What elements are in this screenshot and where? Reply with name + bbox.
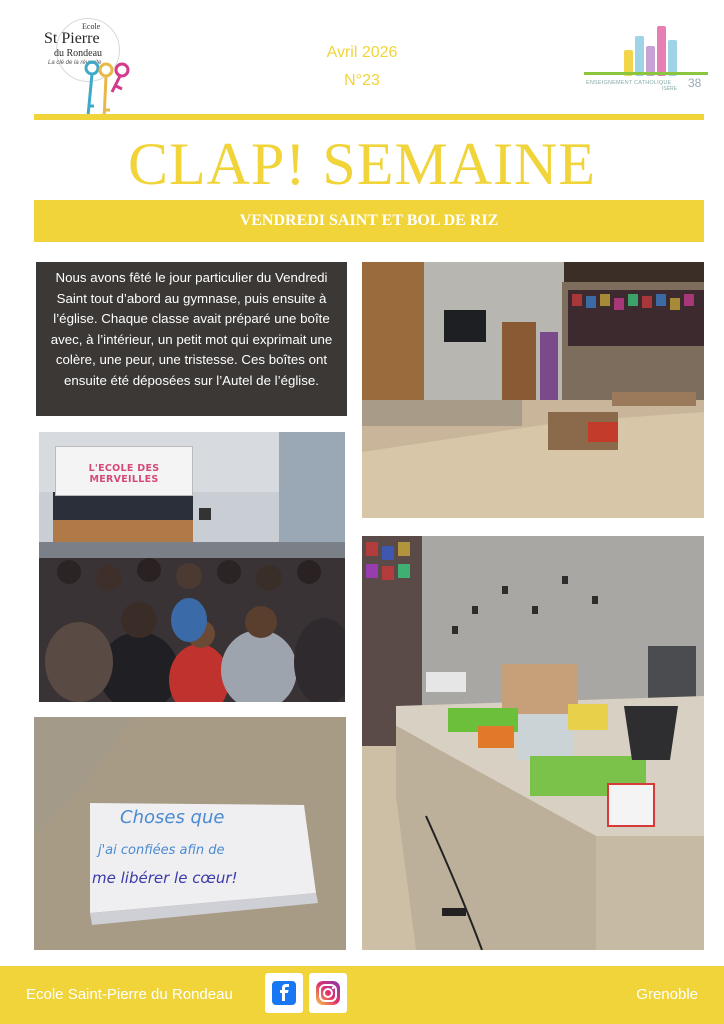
facebook-link[interactable] <box>265 973 303 1013</box>
footer-city: Grenoble <box>636 986 698 1003</box>
facebook-icon <box>265 973 303 1013</box>
box-note-line2: j'ai confiées afin de <box>98 843 225 858</box>
logo-right-text: ENSEIGNEMENT CATHOLIQUE <box>586 80 672 86</box>
box-note-line3: me libérer le cœur! <box>92 869 238 887</box>
logo-name-line2: du Rondeau <box>54 48 103 59</box>
photo-altar-boxes <box>362 536 704 950</box>
school-logo <box>36 18 136 108</box>
top-rule <box>34 114 704 120</box>
logo-right-number: 38 <box>688 76 702 90</box>
section-banner <box>34 200 704 242</box>
article-text-box <box>36 262 347 416</box>
photo-church-altar <box>362 262 704 518</box>
gym-banner-text: L'ECOLE DES MERVEILLES <box>88 463 160 485</box>
logo-right-sub: ISÈRE <box>662 86 678 92</box>
diocese-logo <box>584 14 708 94</box>
footer-bar <box>0 966 724 1024</box>
logo-name-line1: St Pierre <box>44 30 100 47</box>
altar-boxes-image <box>362 536 704 950</box>
instagram-link[interactable] <box>309 973 347 1013</box>
instagram-icon <box>309 973 347 1013</box>
article-body: Nous avons fêté le jour particulier du Vendredi Saint tout d’abord au gymnase, puis ensuite à l’église. Chaque classe avait préparé une boîte avec, à l’intérieur, un petit mot qui exprimait une colère, une peur, une tristesse. Ces boîtes ont ensuite été déposées sur l’Autel de l’église. <box>50 270 333 388</box>
box-message-image <box>34 717 346 950</box>
box-note-line1: Choses que <box>120 807 225 828</box>
photo-gym-assembly <box>39 432 345 702</box>
logo-ecole-text: Ecole <box>82 22 101 31</box>
issue-date: Avril 2026 <box>326 44 398 61</box>
church-altar-image <box>362 262 704 518</box>
masthead-title: CLAP! SEMAINE <box>127 131 596 197</box>
banner-title: VENDREDI SAINT ET BOL DE RIZ <box>239 212 499 229</box>
logo-bars <box>624 20 684 76</box>
photo-box-message <box>34 717 346 950</box>
gym-banner <box>55 446 193 496</box>
footer-school-name: Ecole Saint-Pierre du Rondeau <box>26 986 233 1003</box>
logo-motto: La clé de la réussite <box>48 60 102 66</box>
issue-number: N°23 <box>344 72 380 89</box>
keys-icon <box>76 58 136 122</box>
